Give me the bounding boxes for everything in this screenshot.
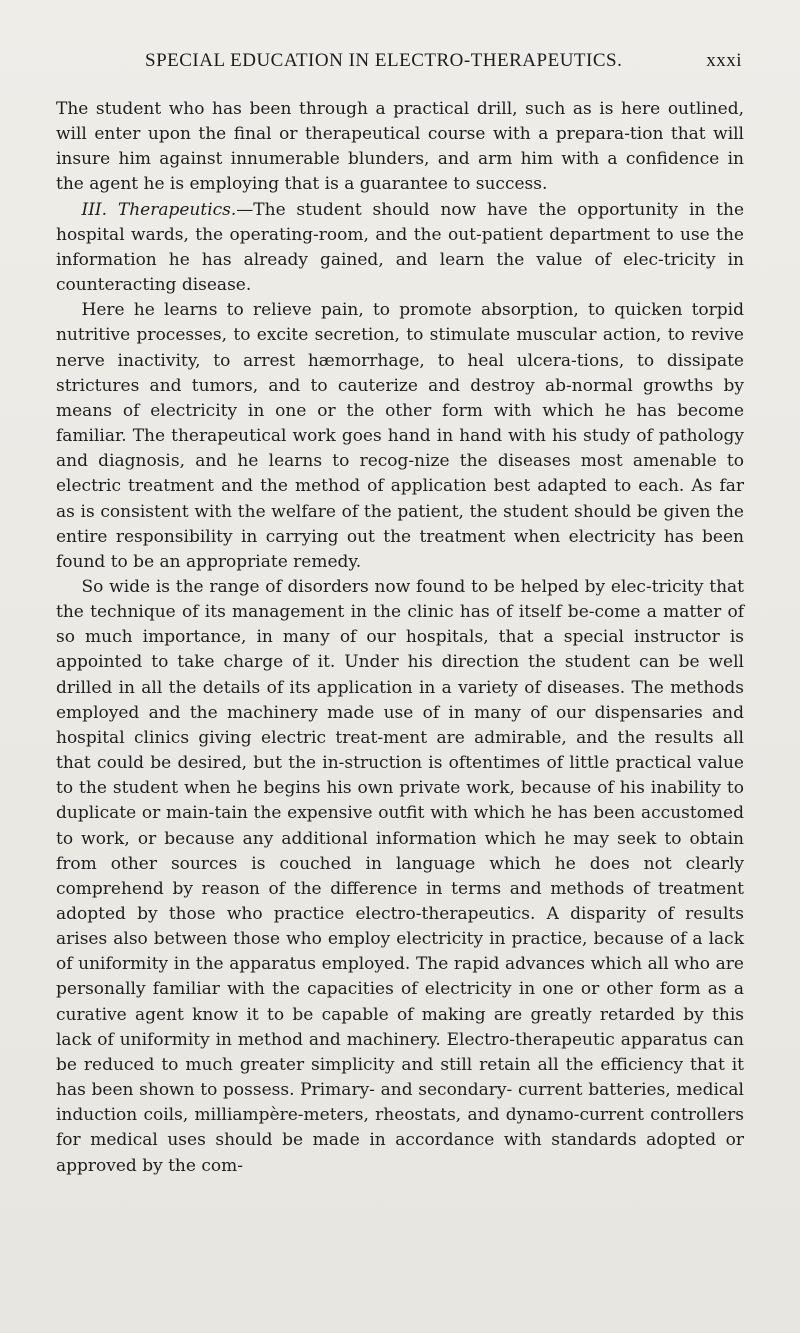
- paragraph-4: So wide is the range of disorders now found to be helped by elec-tricity that the technique of its management in the clinic has of itself be-come a matter of so much importance, in many of our hospitals, that a special instructor is appointed to take charge of it. Under his direction the student can be well drilled in all the details of its application in a variety of diseases. The methods employed and the machinery made use of in many of our dispensaries and hospital clinics giving electric treat-ment are admirable, and the results all that could be desired, but the in-struction is oftentimes of little practical value to the student when he begins his own private work, because of his inability to duplicate or main-tain the expensive outfit with which he has been accustomed to work, or because any additional information which he may seek to obtain from other sources is couched in language which he does not clearly comprehend by reason of the difference in terms and methods of treatment adopted by those who practice electro-therapeutics. A disparity of results arises also between those who employ electricity in practice, because of a lack of uniformity in the apparatus employed. The rapid advances which all who are personally familiar with the capacities of electricity in one or other form as a curative agent know it to be capable of making are greatly retarded by this lack of uniformity in method and machinery. Electro-therapeutic apparatus can be reduced to much greater simplicity and still retain all the efficiency that it has been shown to possess. Primary- and secondary- current batteries, medical induction coils, milliampère-meters, rheostats, and dynamo-current controllers for medical uses should be made in accordance with standards adopted or approved by the com-: [56, 576, 744, 1176]
- running-title: SPECIAL EDUCATION IN ELECTRO-THERAPEUTICS.: [145, 50, 623, 71]
- paragraph-1: The student who has been through a practical drill, such as is here outlined, will enter upon the final or therapeutical course with a prepara-tion that will insure him against innumerable blunders, and arm him with a confidence in the agent he is employing that is a guarantee to success.: [56, 99, 744, 195]
- page-number: xxxi: [706, 50, 742, 71]
- body-text: [56, 97, 744, 1179]
- page-header: [56, 50, 742, 82]
- paragraph-2: [56, 198, 744, 299]
- section-heading-text: —The student should now have the opportunity in the hospital wards, the operating-room, and the out-patient department to use the information he has already gained, and learn the value of elec-tricity in counteracting disease.: [56, 199, 744, 296]
- section-heading: III. Therapeutics.: [81, 199, 237, 220]
- paragraph-3: Here he learns to relieve pain, to promote absorption, to quicken torpid nutritive processes, to excite secretion, to stimulate muscular action, to revive nerve inactivity, to arrest hæmorrhage, to heal ulcera-tions, to dissipate strictures and tumors, and to cauterize and destroy ab-normal growths by means of electricity in one or the other form with which he has become familiar. The therapeutical work goes hand in hand with his study of pathology and diagnosis, and he learns to recog-nize the diseases most amenable to electric treatment and the method of application best adapted to each. As far as is consistent with the welfare of the patient, the student should be given the entire responsibility in carrying out the treatment when electricity has been found to be an appropriate remedy.: [56, 300, 744, 572]
